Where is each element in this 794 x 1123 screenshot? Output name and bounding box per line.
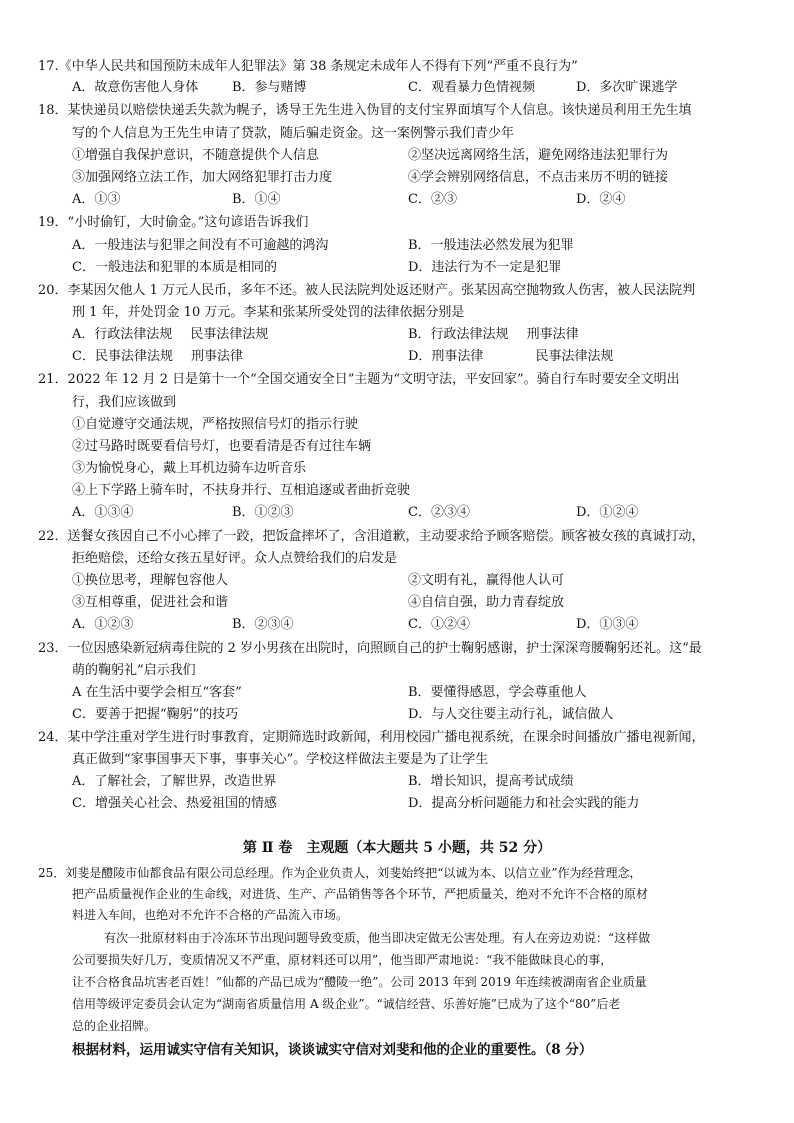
q22-statement-1: ①换位思考，理解包容他人 bbox=[72, 573, 229, 588]
q20-stem-line1: 20．李某因欠他人 1 万元人民币，多年不还。被人民法院判处返还财产。张某因高空抛物致人伤害，被人民法院判 bbox=[38, 283, 696, 298]
q22-option-c: C．①②④ bbox=[408, 617, 470, 632]
q24-option-a: A．了解社会，了解世界，改造世界 bbox=[72, 774, 277, 789]
q18-option-d: D．②④ bbox=[576, 192, 626, 207]
q22-option-d: D．①③④ bbox=[576, 617, 639, 632]
q20-option-b-first: B．行政法律法规 bbox=[408, 327, 509, 342]
q18-stem-line1: 18．某快递员以赔偿快递丢失款为幌子，诱导王先生进入伪冒的支付宝界面填写个人信息。该快递员利用王先生填 bbox=[38, 103, 692, 118]
q21-statement-1: ①自觉遵守交通法规，严格按照信号灯的指示行驶 bbox=[72, 417, 359, 432]
q22-statement-2: ②文明有礼，赢得他人认可 bbox=[408, 573, 565, 588]
q23-stem-line1: 23．一位因感染新冠病毒住院的 2 岁小男孩在出院时，向照顾自己的护士鞠躬感谢，护士深深弯腰鞠躬还礼。这“最 bbox=[38, 641, 702, 656]
q21-stem-line2: 行，我们应该做到 bbox=[72, 395, 177, 410]
q24-stem-line1: 24．某中学注重对学生进行时事教育，定期筛选时政新闻，利用校园广播电视系统，在课余时间播放广播电视新闻， bbox=[38, 730, 705, 745]
q25-material-line6: 让不合格食品坑害老百姓！”仙都的产品已成为“醴陵一绝”。公司 2013 年到 2019 年连续被湖南省企业质量 bbox=[72, 975, 647, 989]
q18-statement-4: ④学会辨别网络信息，不点击来历不明的链接 bbox=[408, 170, 669, 185]
q19-option-a: A．一般违法与犯罪之间没有不可逾越的鸿沟 bbox=[72, 238, 329, 253]
q21-option-b: B．①②③ bbox=[232, 505, 294, 520]
q18-statement-2: ②坚决远离网络生活，避免网络违法犯罪行为 bbox=[408, 148, 669, 163]
q25-material-line7: 信用等级评定委员会认定为“湖南省质量信用 A 级企业”。“诚信经营、乐善好施”已成为了这个“80”后老 bbox=[72, 997, 621, 1011]
q25-material-line8: 总的企业招牌。 bbox=[72, 1019, 157, 1033]
q18-option-a: A．①③ bbox=[72, 192, 121, 207]
q25-material-line5: 公司要损失好几万，变质情况又不严重，原材料还可以用”，他当即严肃地说：“我不能做昧良心的事， bbox=[72, 953, 613, 967]
q20-option-a-first: A．行政法律法规 bbox=[72, 327, 173, 342]
q17-option-b: B．参与赌博 bbox=[232, 80, 307, 95]
q25-material-line1: 25．刘斐是醴陵市仙都食品有限公司总经理。作为企业负责人，刘斐始终把“以诚为本、以信立业”作为经营理念， bbox=[38, 866, 642, 880]
q18-option-b: B．①④ bbox=[232, 192, 281, 207]
q23-option-b: B．要懂得感恩，学会尊重他人 bbox=[408, 685, 587, 700]
q18-option-c: C．②③ bbox=[408, 192, 457, 207]
q19-option-b: B．一般违法必然发展为犯罪 bbox=[408, 238, 574, 253]
q22-stem-line2: 拒绝赔偿，还给女孩五星好评。众人点赞给我们的启发是 bbox=[72, 551, 398, 566]
section-title: 第 Ⅱ 卷 主观题（本大题共 5 小题，共 52 分） bbox=[242, 840, 552, 856]
q22-statement-3: ③互相尊重，促进社会和谐 bbox=[72, 595, 229, 610]
q20-option-b bbox=[408, 325, 579, 344]
q17-option-c: C．观看暴力色情视频 bbox=[408, 80, 535, 95]
q20-option-b-second: 刑事法律 bbox=[526, 327, 579, 342]
q18-stem-line2: 写的个人信息为王先生申请了贷款，随后骗走资金。这一案例警示我们青少年 bbox=[72, 126, 515, 141]
q19-stem: 19．“小时偷钉，大时偷金。”这句谚语告诉我们 bbox=[38, 215, 309, 230]
q24-option-c: C．增强关心社会、热爱祖国的情感 bbox=[72, 796, 277, 811]
q21-option-c: C．②③④ bbox=[408, 505, 470, 520]
q20-option-c-first: C．民事法律法规 bbox=[72, 349, 173, 364]
q21-statement-3: ③为愉悦身心，戴上耳机边骑车边听音乐 bbox=[72, 461, 307, 476]
q18-statement-1: ①增强自我保护意识，不随意提供个人信息 bbox=[72, 148, 320, 163]
q21-option-d: D．①②④ bbox=[576, 505, 639, 520]
q23-stem-line2: 萌的鞠躬礼”启示我们 bbox=[72, 663, 196, 678]
q19-option-d: D．违法行为不一定是犯罪 bbox=[408, 260, 562, 275]
q20-option-a-second: 民事法律法规 bbox=[190, 327, 269, 342]
q23-option-a: A 在生活中要学会相互“客套” bbox=[72, 685, 242, 700]
q21-option-a: A．①③④ bbox=[72, 505, 134, 520]
q25-material-line3: 料进入车间，也绝对不允许不合格的产品流入市场。 bbox=[72, 908, 349, 922]
q19-option-c: C．一般违法和犯罪的本质是相同的 bbox=[72, 260, 277, 275]
q21-stem-line1: 21．2022 年 12 月 2 日是第十一个“全国交通安全日”主题为“文明守法，平安回家”。骑自行车时要安全文明出 bbox=[38, 372, 680, 387]
q25-material-line4: 有次一批原材料由于冷冻环节出现问题导致变质，他当即决定做无公害处理。有人在旁边劝说：“这样做 bbox=[104, 931, 651, 945]
q22-option-a: A．①②③ bbox=[72, 617, 134, 632]
q25-material-line2: 把产品质量视作企业的生命线，对进货、生产、产品销售等各个环节，严把质量关，绝对不允许不合格的原材 bbox=[72, 887, 649, 901]
q20-option-d bbox=[408, 347, 613, 366]
q25-task: 根据材料，运用诚实守信有关知识，谈谈诚实守信对刘斐和他的企业的重要性。（8 分） bbox=[72, 1042, 593, 1058]
q20-option-d-first: D．刑事法律 bbox=[408, 349, 484, 364]
q21-statement-2: ②过马路时既要看信号灯，也要看清是否有过往车辆 bbox=[72, 439, 372, 454]
q17-stem: 17.《中华人民共和国预防未成年人犯罪法》第 38 条规定未成年人不得有下列“严重不良行为” bbox=[38, 59, 578, 74]
q24-option-d: D．提高分析问题能力和社会实践的能力 bbox=[408, 796, 640, 811]
q20-option-d-second: 民事法律法规 bbox=[535, 349, 614, 364]
q22-stem-line1: 22．送餐女孩因自己不小心摔了一跤，把饭盒摔坏了，含泪道歉，主动要求给予顾客赔偿。顾客被女孩的真诚打动， bbox=[38, 529, 705, 544]
q22-option-b: B．②③④ bbox=[232, 617, 294, 632]
q20-option-a bbox=[72, 325, 268, 344]
q23-option-c: C．要善于把握“鞠躬”的技巧 bbox=[72, 707, 239, 722]
q20-option-c-second: 刑事法律 bbox=[190, 349, 243, 364]
q17-option-d: D．多次旷课逃学 bbox=[576, 80, 678, 95]
q20-stem-line2: 刑 1 年，并处罚金 10 万元。李某和张某所受处罚的法律依据分别是 bbox=[72, 305, 465, 320]
q18-statement-3: ③加强网络立法工作，加大网络犯罪打击力度 bbox=[72, 170, 333, 185]
q21-statement-4: ④上下学路上骑车时，不扶身并行、互相追逐或者曲折竞驶 bbox=[72, 483, 411, 498]
q22-statement-4: ④自信自强，助力青春绽放 bbox=[408, 595, 565, 610]
q17-option-a: A．故意伤害他人身体 bbox=[72, 80, 199, 95]
q24-stem-line2: 真正做到“家事国事天下事，事事关心”。学校这样做法主要是为了让学生 bbox=[72, 752, 489, 767]
q23-option-d: D．与人交往要主动行礼，诚信做人 bbox=[408, 707, 614, 722]
q20-option-c bbox=[72, 347, 243, 366]
q24-option-b: B．增长知识，提高考试成绩 bbox=[408, 774, 574, 789]
